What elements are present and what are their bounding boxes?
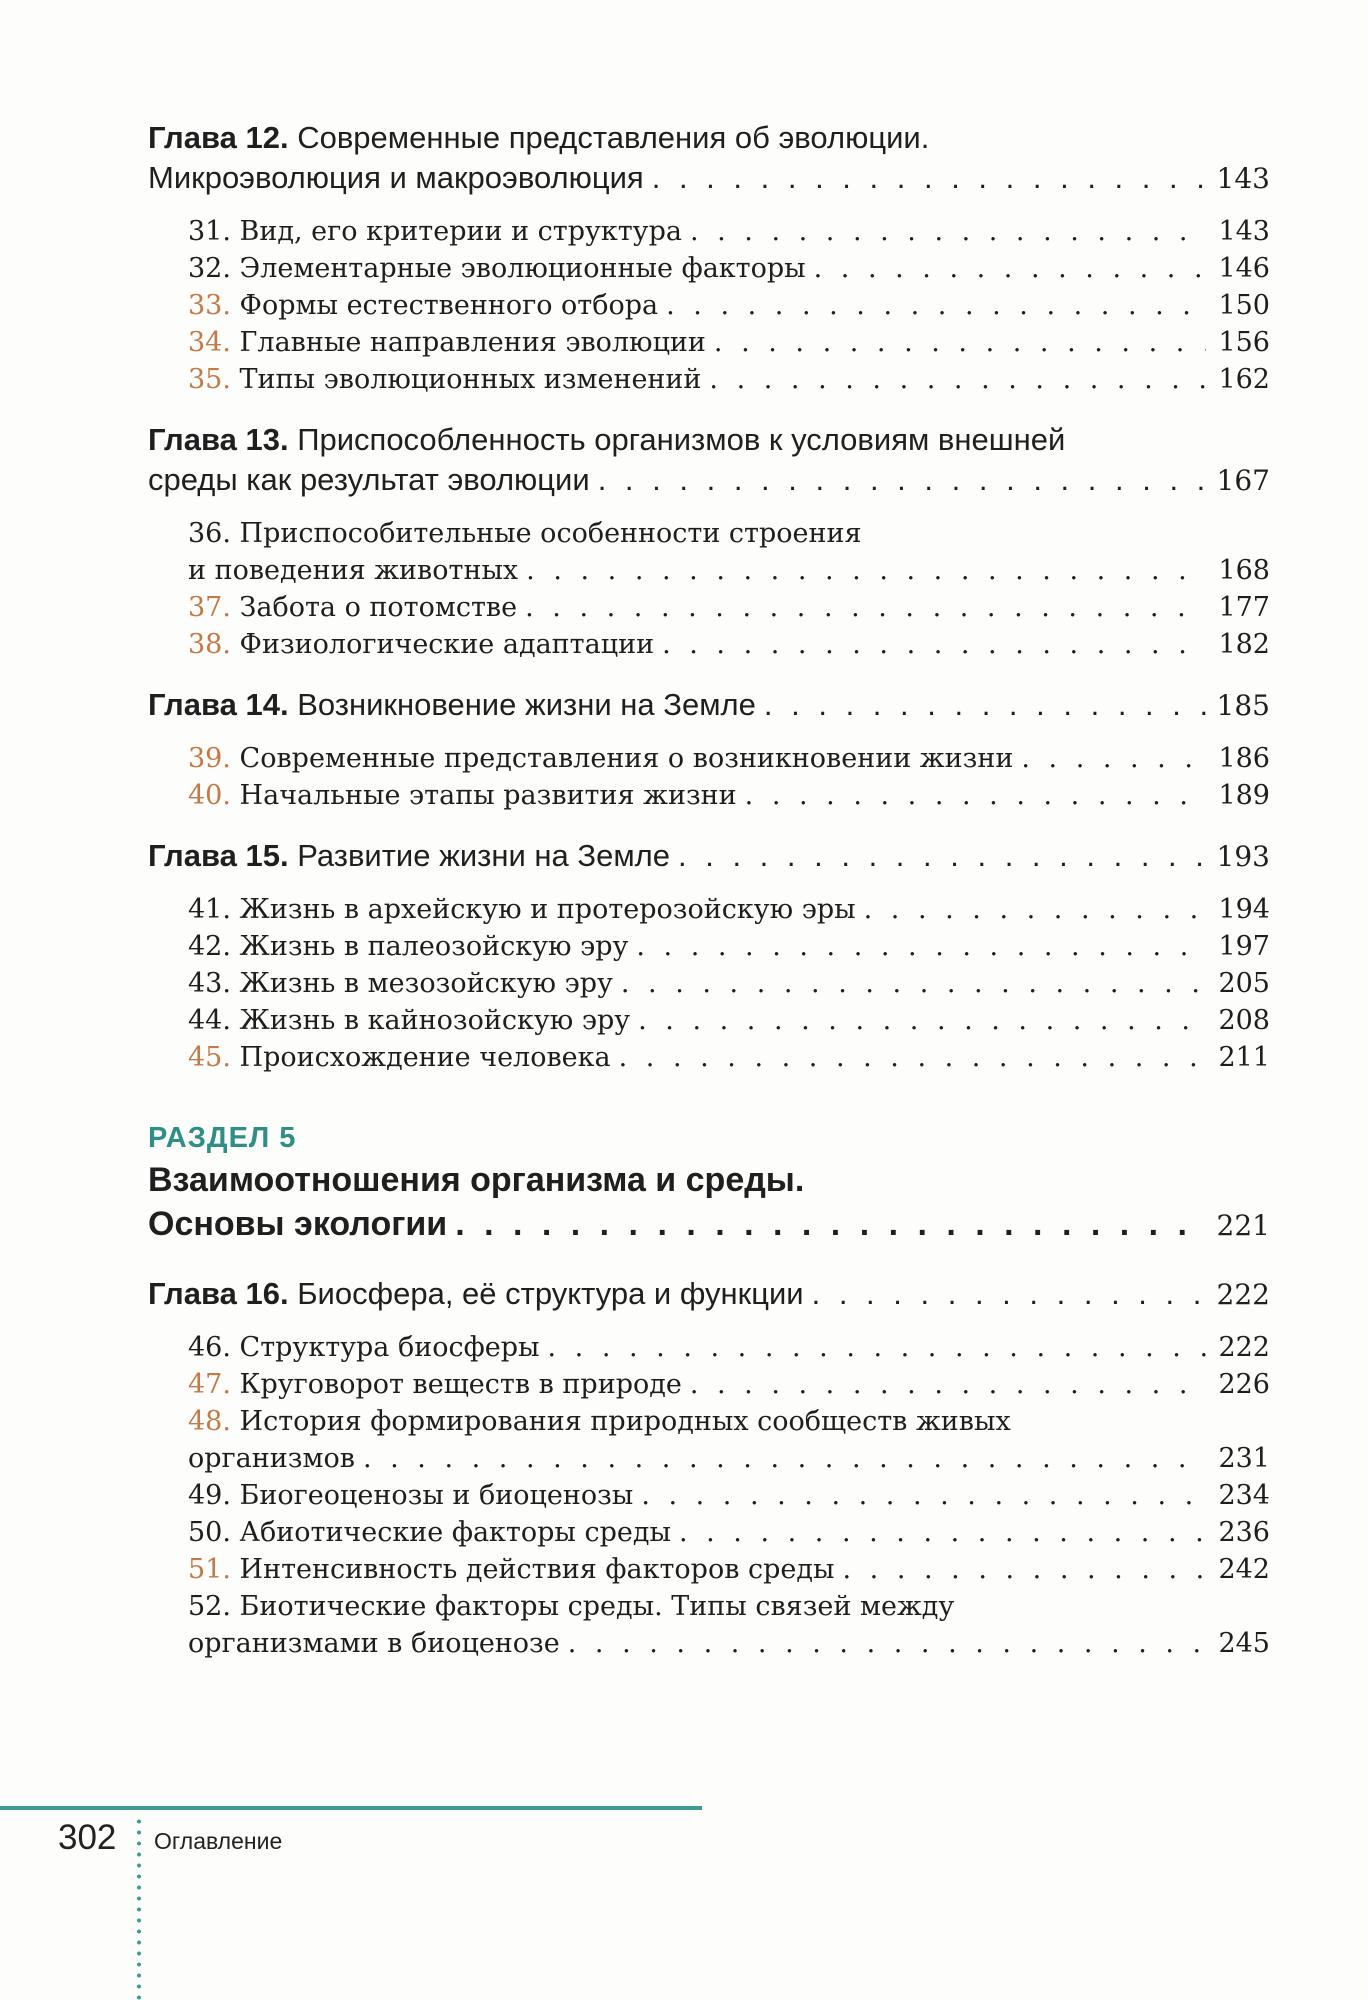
paragraph-entry	[188, 1588, 1270, 1662]
page-reference: 242	[1218, 1554, 1270, 1585]
paragraph-title-group	[188, 213, 682, 250]
paragraph-list	[188, 1329, 1270, 1662]
paragraph-number: 47.	[188, 1369, 231, 1400]
paragraph-leader-line	[188, 1440, 1270, 1477]
paragraph-list	[188, 515, 1270, 663]
paragraph-list	[188, 891, 1270, 1076]
paragraph-entry	[188, 1403, 1270, 1477]
chapter-title-line	[148, 118, 1270, 158]
paragraph-number: 52.	[188, 1591, 231, 1622]
paragraph-title: Забота о потомстве	[239, 592, 518, 623]
dot-leader	[864, 891, 1206, 928]
chapter-heading	[148, 685, 1270, 726]
paragraph-leader-line	[188, 891, 1270, 928]
paragraph-title: Происхождение человека	[239, 1042, 611, 1073]
dot-leader	[678, 836, 1206, 876]
paragraph-list	[188, 740, 1270, 814]
page-reference: 234	[1218, 1480, 1270, 1511]
paragraph-number: 31.	[188, 216, 231, 247]
chapter-heading	[148, 420, 1270, 501]
page-reference: 146	[1218, 253, 1270, 284]
dot-leader	[812, 1274, 1206, 1314]
paragraph-number: 33.	[188, 290, 231, 321]
page-reference: 205	[1218, 968, 1270, 999]
dot-leader	[709, 361, 1206, 398]
paragraph-title: Жизнь в палеозойскую эру	[239, 931, 629, 962]
chapter-title-group	[148, 836, 670, 876]
page-reference: 150	[1218, 290, 1270, 321]
paragraph-title: Жизнь в мезозойскую эру	[239, 968, 613, 999]
paragraph-entry	[188, 324, 1270, 361]
paragraph-title-group	[188, 287, 658, 324]
table-of-contents	[148, 118, 1270, 1684]
paragraph-leader-line	[188, 1477, 1270, 1514]
paragraph-entry	[188, 777, 1270, 814]
paragraph-title-group	[188, 1366, 682, 1403]
paragraph-entry	[188, 287, 1270, 324]
dot-leader	[455, 1202, 1206, 1246]
dot-leader	[745, 777, 1206, 814]
paragraph-leader-line	[188, 361, 1270, 398]
page-reference: 208	[1218, 1005, 1270, 1036]
paragraph-entry	[188, 965, 1270, 1002]
paragraph-leader-line	[188, 589, 1270, 626]
paragraph-title-continuation: и поведения животных	[188, 555, 519, 586]
paragraph-leader-line	[188, 1625, 1270, 1662]
section-title	[148, 1158, 1270, 1248]
paragraph-title-group	[188, 1514, 671, 1551]
paragraph-number: 46.	[188, 1332, 231, 1363]
paragraph-entry	[188, 1329, 1270, 1366]
section-label: РАЗДЕЛ 5	[148, 1122, 297, 1154]
section-block	[148, 1118, 1270, 1248]
paragraph-title-group	[188, 1329, 540, 1366]
chapter-title-line	[148, 420, 1270, 460]
paragraph-title: Вид, его критерии и структура	[239, 216, 682, 247]
dot-leader	[690, 213, 1206, 250]
paragraph-entry	[188, 891, 1270, 928]
page-reference: 245	[1218, 1628, 1270, 1659]
chapter-heading	[148, 836, 1270, 877]
chapter-list	[148, 1274, 1270, 1662]
paragraph-leader-line	[188, 777, 1270, 814]
paragraph-title: Главные направления эволюции	[239, 327, 706, 358]
page-reference: 194	[1218, 894, 1270, 925]
section-title-line: Основы экологии	[148, 1205, 448, 1243]
paragraph-title-group	[188, 1551, 835, 1588]
page-reference: 186	[1218, 743, 1270, 774]
paragraph-title-group	[188, 361, 701, 398]
paragraph-title: История формирования природных сообществ живых	[239, 1406, 1011, 1437]
page-reference: 236	[1218, 1517, 1270, 1548]
page-reference: 221	[1216, 1209, 1270, 1242]
paragraph-title-line	[188, 1403, 1270, 1440]
page-reference: 226	[1218, 1369, 1270, 1400]
chapter-heading	[148, 118, 1270, 199]
paragraph-title: Интенсивность действия факторов среды	[239, 1554, 835, 1585]
chapter-title-leader-line	[148, 1274, 1270, 1315]
page-reference: 222	[1218, 1332, 1270, 1363]
page-reference: 156	[1218, 327, 1270, 358]
dot-leader	[525, 589, 1206, 626]
dot-leader	[843, 1551, 1207, 1588]
paragraph-title-line	[188, 515, 1270, 552]
paragraph-title: Формы естественного отбора	[239, 290, 659, 321]
dot-leader	[1021, 740, 1206, 777]
page-reference: 162	[1218, 364, 1270, 395]
paragraph-leader-line	[188, 1329, 1270, 1366]
page-reference: 167	[1216, 464, 1270, 497]
paragraph-entry	[188, 515, 1270, 589]
chapter-title-text: Микроэволюция и макроэволюция	[148, 160, 644, 195]
chapter-entry	[148, 420, 1270, 663]
dot-leader	[641, 1477, 1206, 1514]
paragraph-title: Начальные этапы развития жизни	[239, 780, 737, 811]
chapter-title-text: Возникновение жизни на Земле	[297, 687, 756, 722]
page-reference: 189	[1218, 780, 1270, 811]
paragraph-number: 35.	[188, 364, 231, 395]
paragraph-title: Элементарные эволюционные факторы	[239, 253, 806, 284]
paragraph-title-line	[188, 1588, 1270, 1625]
dot-leader	[548, 1329, 1207, 1366]
paragraph-number: 42.	[188, 931, 231, 962]
paragraph-title-group	[188, 928, 628, 965]
dot-leader	[652, 158, 1206, 198]
paragraph-entry	[188, 1366, 1270, 1403]
paragraph-leader-line	[188, 1366, 1270, 1403]
paragraph-title: Биотические факторы среды. Типы связей между	[239, 1591, 955, 1622]
chapter-entry	[148, 685, 1270, 814]
paragraph-title-group	[188, 250, 806, 287]
dot-leader	[619, 1039, 1206, 1076]
chapter-title-text: среды как результат эволюции	[148, 462, 590, 497]
page-reference: 143	[1218, 216, 1270, 247]
paragraph-number: 43.	[188, 968, 231, 999]
chapter-entry	[148, 1274, 1270, 1662]
paragraph-title: Жизнь в кайнозойскую эру	[239, 1005, 631, 1036]
paragraph-title-group	[188, 740, 1013, 777]
page-reference: 143	[1216, 162, 1270, 195]
chapter-list	[148, 118, 1270, 1076]
paragraph-leader-line	[188, 213, 1270, 250]
chapter-heading	[148, 1274, 1270, 1315]
dot-leader	[598, 460, 1206, 500]
chapter-title-group	[148, 685, 756, 725]
paragraph-leader-line	[188, 324, 1270, 361]
paragraph-leader-line	[188, 1514, 1270, 1551]
paragraph-entry	[188, 626, 1270, 663]
chapter-title-leader-line	[148, 158, 1270, 199]
chapter-title-text: Приспособленность организмов к условиям внешней	[297, 422, 1066, 457]
paragraph-title-group	[188, 589, 517, 626]
chapter-label: Глава 16.	[148, 1276, 289, 1311]
chapter-title-leader-line	[148, 460, 1270, 501]
paragraph-entry	[188, 361, 1270, 398]
paragraph-leader-line	[188, 1551, 1270, 1588]
paragraph-number: 36.	[188, 518, 231, 549]
paragraph-entry	[188, 1002, 1270, 1039]
page-reference: 168	[1218, 555, 1270, 586]
dot-leader	[662, 626, 1206, 663]
paragraph-entry	[188, 740, 1270, 777]
paragraph-leader-line	[188, 928, 1270, 965]
paragraph-leader-line	[188, 1039, 1270, 1076]
dot-leader	[764, 685, 1206, 725]
running-footer-title: Оглавление	[154, 1828, 283, 1854]
paragraph-leader-line	[188, 287, 1270, 324]
paragraph-leader-line	[188, 250, 1270, 287]
dot-leader	[714, 324, 1206, 361]
dot-leader	[636, 928, 1206, 965]
paragraph-title: Физиологические адаптации	[239, 629, 655, 660]
paragraph-number: 37.	[188, 592, 231, 623]
paragraph-leader-line	[188, 1002, 1270, 1039]
paragraph-leader-line	[188, 626, 1270, 663]
chapter-label: Глава 14.	[148, 687, 289, 722]
paragraph-entry	[188, 250, 1270, 287]
chapter-title-text: Современные представления об эволюции.	[297, 120, 930, 155]
paragraph-number: 41.	[188, 894, 231, 925]
chapter-label: Глава 13.	[148, 422, 289, 457]
dot-leader	[690, 1366, 1206, 1403]
page-reference: 193	[1216, 840, 1270, 873]
paragraph-entry	[188, 1514, 1270, 1551]
paragraph-title-group	[188, 965, 613, 1002]
paragraph-title: Типы эволюционных изменений	[239, 364, 702, 395]
chapter-label: Глава 12.	[148, 120, 289, 155]
dot-leader	[638, 1002, 1206, 1039]
paragraph-number: 38.	[188, 629, 231, 660]
dot-leader	[666, 287, 1206, 324]
paragraph-entry	[188, 928, 1270, 965]
paragraph-leader-line	[188, 965, 1270, 1002]
paragraph-title-continuation: организмов	[188, 1443, 355, 1474]
section-title-line: Взаимоотношения организма и среды.	[148, 1161, 805, 1199]
footer-rule	[0, 1806, 702, 1810]
page-reference: 222	[1216, 1278, 1270, 1311]
paragraph-entry	[188, 213, 1270, 250]
paragraph-title-group	[188, 1477, 633, 1514]
paragraph-title: Биогеоценозы и биоценозы	[239, 1480, 634, 1511]
paragraph-title: Приспособительные особенности строения	[239, 518, 862, 549]
chapter-title-group	[148, 1274, 804, 1314]
paragraph-title: Абиотические факторы среды	[239, 1517, 671, 1548]
chapter-entry	[148, 118, 1270, 398]
paragraph-number: 39.	[188, 743, 231, 774]
paragraph-number: 48.	[188, 1406, 231, 1437]
chapter-label: Глава 15.	[148, 838, 289, 873]
chapter-title-leader-line	[148, 836, 1270, 877]
paragraph-leader-line	[188, 740, 1270, 777]
paragraph-number: 51.	[188, 1554, 231, 1585]
paragraph-title-group	[188, 777, 737, 814]
page-reference: 231	[1218, 1443, 1270, 1474]
paragraph-title: Структура биосферы	[239, 1332, 540, 1363]
dot-leader	[679, 1514, 1206, 1551]
paragraph-title-group	[188, 626, 654, 663]
section-title-leader-line	[148, 1202, 1270, 1248]
dot-leader	[814, 250, 1206, 287]
chapter-title-text: Биосфера, её структура и функции	[297, 1276, 804, 1311]
paragraph-number: 32.	[188, 253, 231, 284]
paragraph-leader-line	[188, 552, 1270, 589]
page-reference: 185	[1216, 689, 1270, 722]
footer-dotted-divider	[137, 1816, 141, 2000]
paragraph-title: Современные представления о возникновении жизни	[239, 743, 1014, 774]
paragraph-title: Круговорот веществ в природе	[239, 1369, 682, 1400]
dot-leader	[526, 552, 1206, 589]
paragraph-number: 44.	[188, 1005, 231, 1036]
page-reference: 197	[1218, 931, 1270, 962]
paragraph-entry	[188, 1039, 1270, 1076]
paragraph-number: 45.	[188, 1042, 231, 1073]
page-reference: 211	[1218, 1042, 1270, 1073]
paragraph-entry	[188, 1551, 1270, 1588]
paragraph-entry	[188, 589, 1270, 626]
chapter-title-leader-line	[148, 685, 1270, 726]
paragraph-title-group	[188, 324, 706, 361]
paragraph-title-group	[188, 1039, 611, 1076]
paragraph-list	[188, 213, 1270, 398]
paragraph-title-group	[188, 891, 856, 928]
page-reference: 177	[1218, 592, 1270, 623]
page-reference: 182	[1218, 629, 1270, 660]
paragraph-title: Жизнь в архейскую и протерозойскую эры	[239, 894, 856, 925]
chapter-title-text: Развитие жизни на Земле	[297, 838, 670, 873]
paragraph-number: 49.	[188, 1480, 231, 1511]
paragraph-number: 50.	[188, 1517, 231, 1548]
dot-leader	[363, 1440, 1206, 1477]
paragraph-number: 40.	[188, 780, 231, 811]
paragraph-title-group	[188, 1002, 630, 1039]
paragraph-title-continuation: организмами в биоценозе	[188, 1628, 560, 1659]
dot-leader	[621, 965, 1206, 1002]
chapter-entry	[148, 836, 1270, 1076]
dot-leader	[568, 1625, 1206, 1662]
paragraph-number: 34.	[188, 327, 231, 358]
page-number: 302	[58, 1818, 117, 1857]
paragraph-entry	[188, 1477, 1270, 1514]
